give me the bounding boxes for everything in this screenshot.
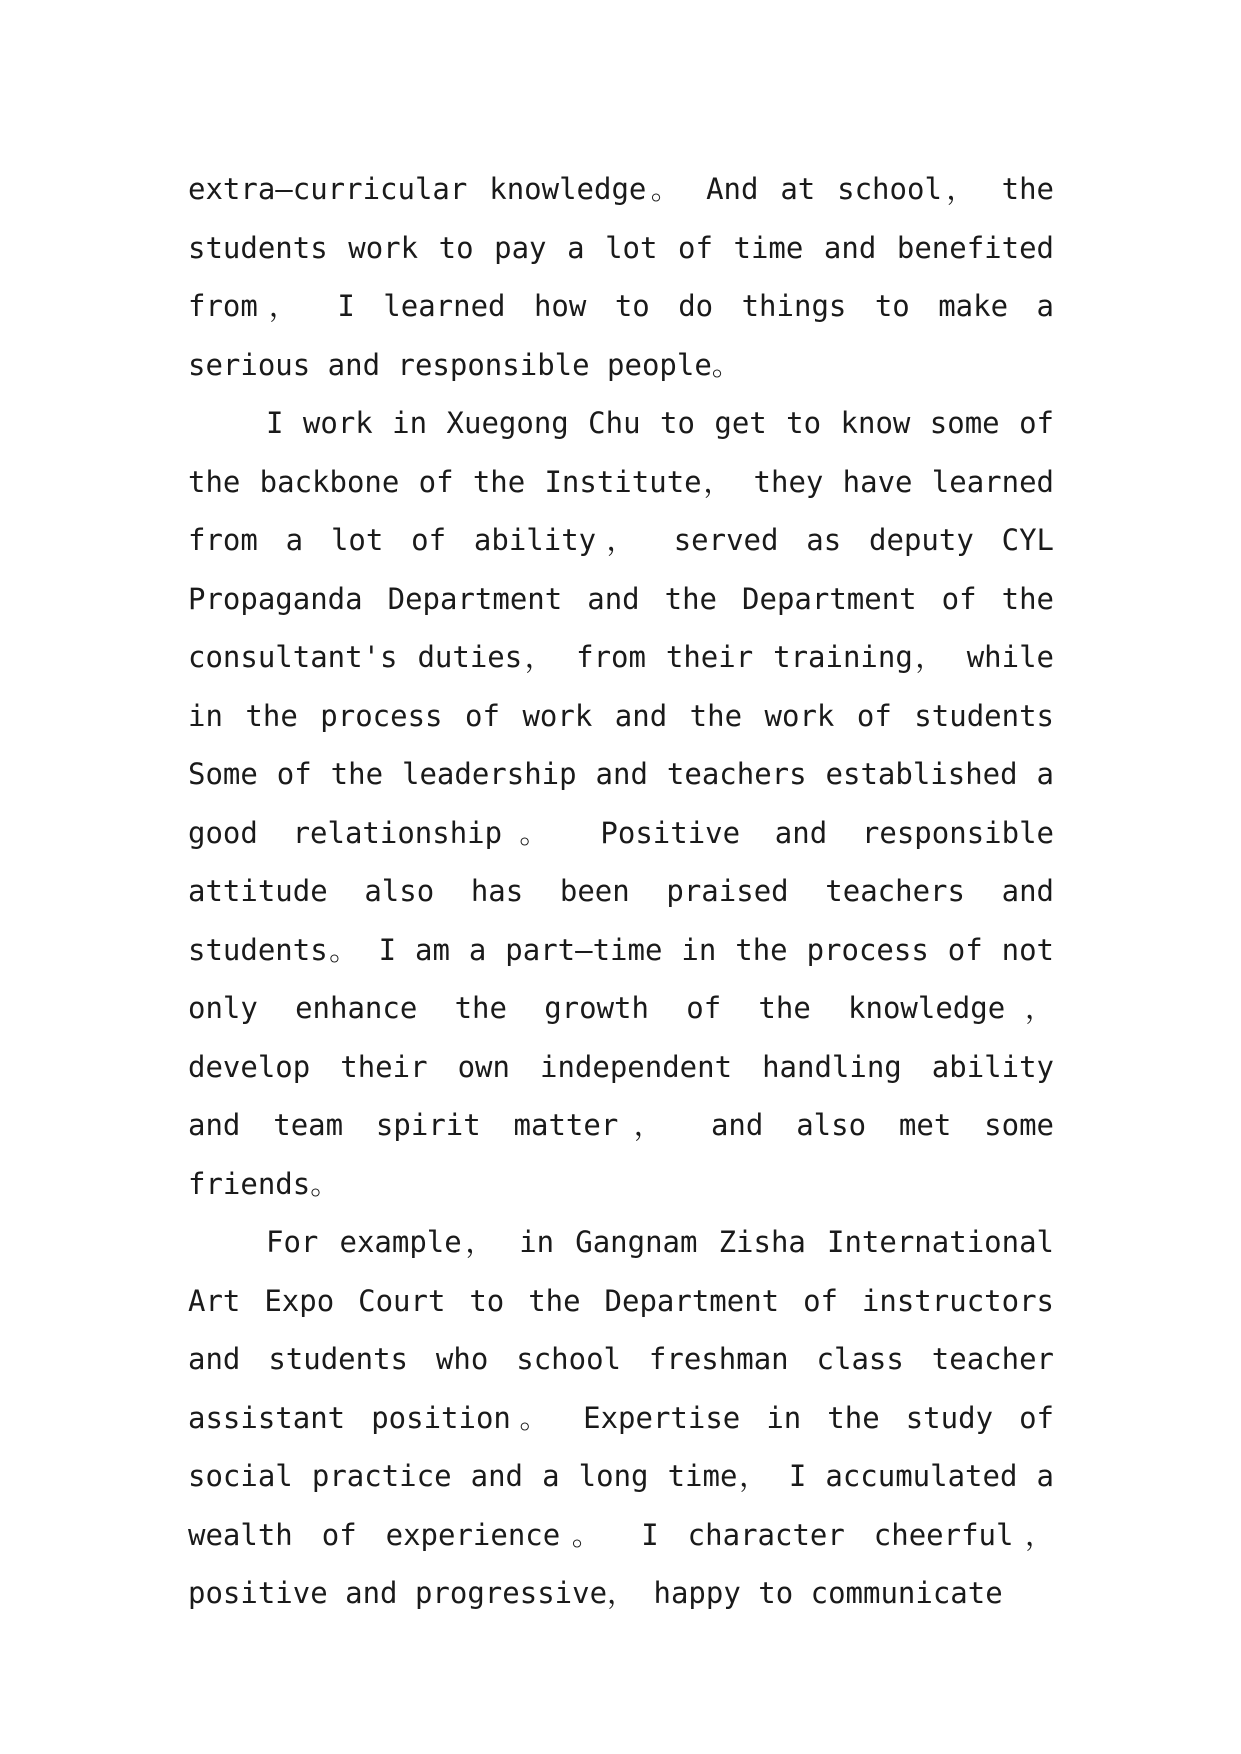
document-body: [188, 160, 1054, 1623]
paragraph-1: extra—curricular knowledge。 And at school， the students work to pay a lot of time and benefited from， I learned how to do things to make a serious and responsible people。: [188, 172, 1054, 382]
paragraph-2: I work in Xuegong Chu to get to know some of the backbone of the Institute， they have learned from a lot of ability， served as deputy CYL Propaganda Department and the Department of the consultant's duties， from their training， while in the process of work and the work of students Some of the leadership and teachers established a good relationship。 Positive and responsible attitude also has been praised teachers and students。 I am a part—time in the process of not only enhance the growth of the knowledge， develop their own independent handling ability and team spirit matter， and also met some friends。: [188, 406, 1054, 1201]
paragraph-3: For example， in Gangnam Zisha International Art Expo Court to the Department of instructors and students who school freshman class teacher assistant position。 Expertise in the study of social practice and a long time， I accumulated a wealth of experience。 I character cheerful， positive and progressive， happy to communicate: [188, 1225, 1054, 1610]
